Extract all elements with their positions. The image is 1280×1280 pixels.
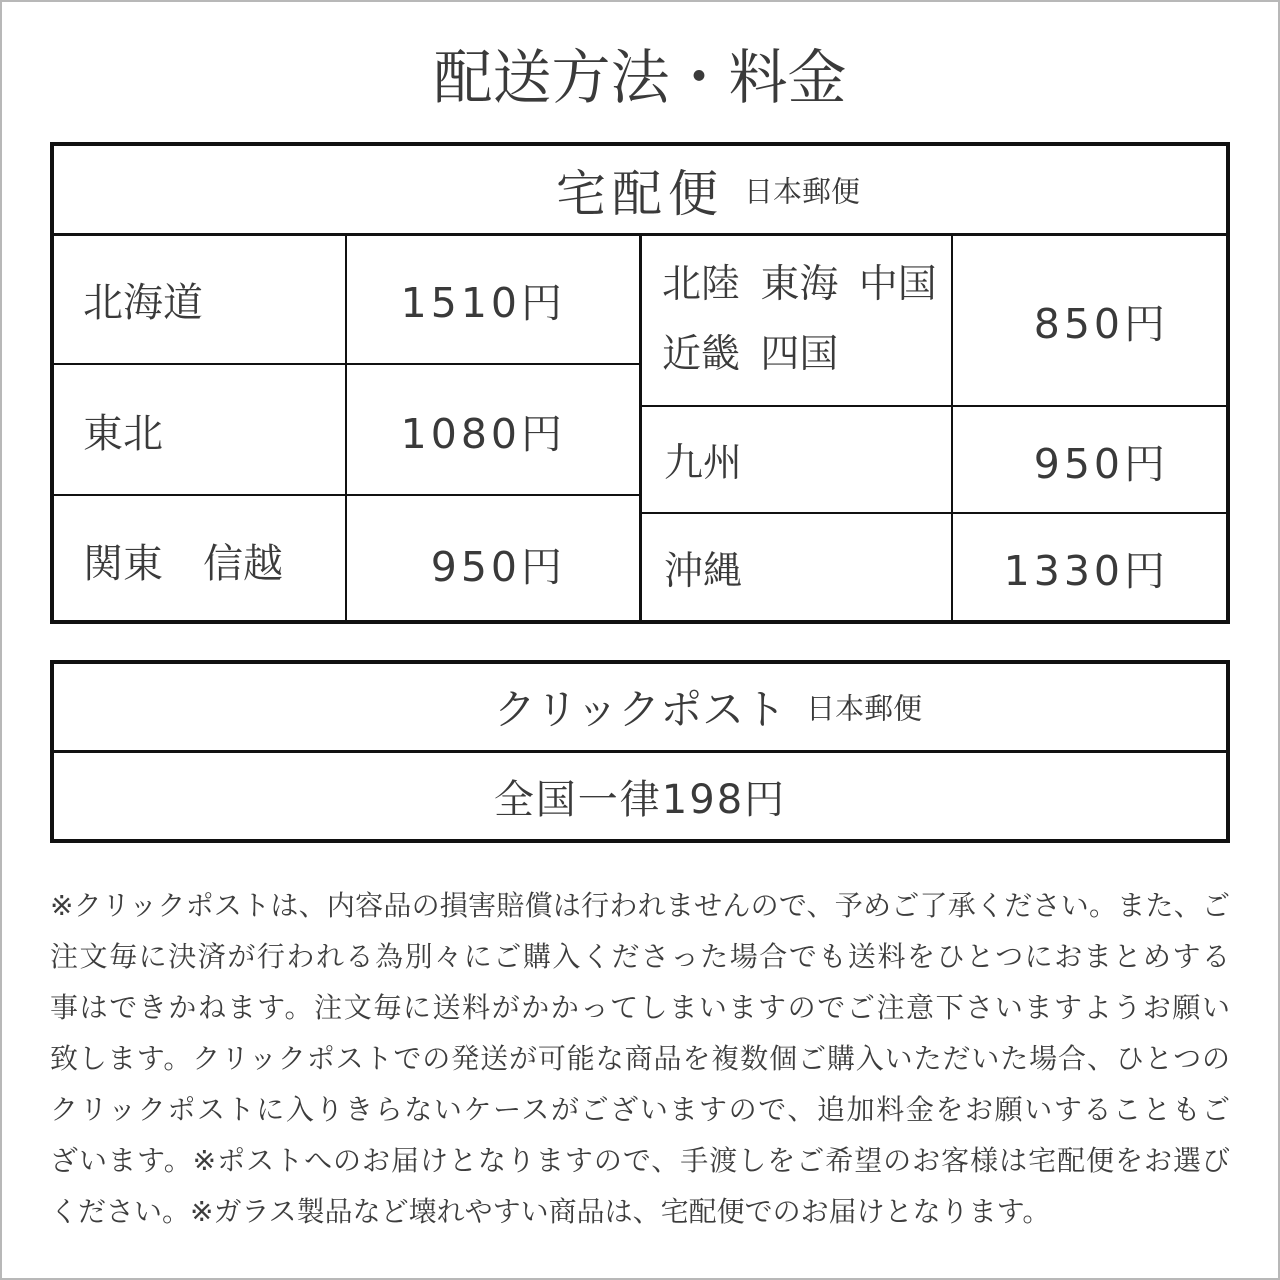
service-name: クリックポスト (493, 685, 787, 734)
note-line: ※クリックポストは、内容品の損害賠償は行われませんので、予めご了承ください。また、ご (50, 889, 1230, 922)
price-label: 1080円 (400, 409, 566, 458)
region-line: 近畿 四国 (662, 332, 839, 377)
region-label: 沖縄 (664, 548, 743, 594)
region-label: 関東 信越 (83, 540, 283, 587)
price-label: 950円 (1033, 439, 1169, 488)
page-title: 配送方法・料金 (433, 43, 847, 112)
note-line: ざいます。※ポストへのお届けとなりますので、手渡しをご希望のお客様は宅配便をお選び (50, 1144, 1230, 1177)
price-label: 950円 (430, 542, 566, 591)
region-line: 北陸 東海 中国 (662, 262, 937, 307)
note-line: クリックポストに入りきらないケースがございますので、追加料金をお願いすることもご (50, 1093, 1230, 1126)
shipping-notes (50, 880, 1230, 1237)
row-divider (642, 512, 1226, 514)
price-label: 1510円 (400, 278, 566, 327)
carrier-name: 日本郵便 (806, 691, 923, 726)
takuhaibin-rate-table (50, 142, 1230, 624)
service-name: 宅配便 (556, 164, 724, 223)
note-line: 注文毎に決済が行われる為別々にご購入くださった場合でも送料をひとつにおまとめする (50, 940, 1230, 973)
table-header-group (493, 677, 923, 737)
table-header-group (556, 154, 861, 226)
table-header (54, 664, 1226, 750)
region-label: 東北 (83, 410, 163, 457)
region-label: 北海道 (83, 279, 203, 326)
note-line: 事はできかねます。注文毎に送料がかかってしまいますのでご注意下さいますようお願い (50, 991, 1230, 1024)
region-label: 九州 (664, 441, 743, 486)
region-label-multiline (662, 234, 949, 406)
note-line: 致します。クリックポストでの発送が可能な商品を複数個ご購入いただいた場合、ひとつの (50, 1042, 1230, 1075)
clickpost-rate-table (50, 660, 1230, 843)
note-line: ください。※ガラス製品など壊れやすい商品は、宅配便でのお届けとなります。 (50, 1195, 1051, 1228)
table-header (54, 146, 1226, 233)
price-label: 1330円 (1003, 547, 1169, 595)
price-label: 850円 (1033, 299, 1169, 348)
center-column-divider (639, 234, 642, 620)
carrier-name: 日本郵便 (744, 174, 861, 208)
flat-rate-label: 全国一律198円 (493, 776, 787, 823)
